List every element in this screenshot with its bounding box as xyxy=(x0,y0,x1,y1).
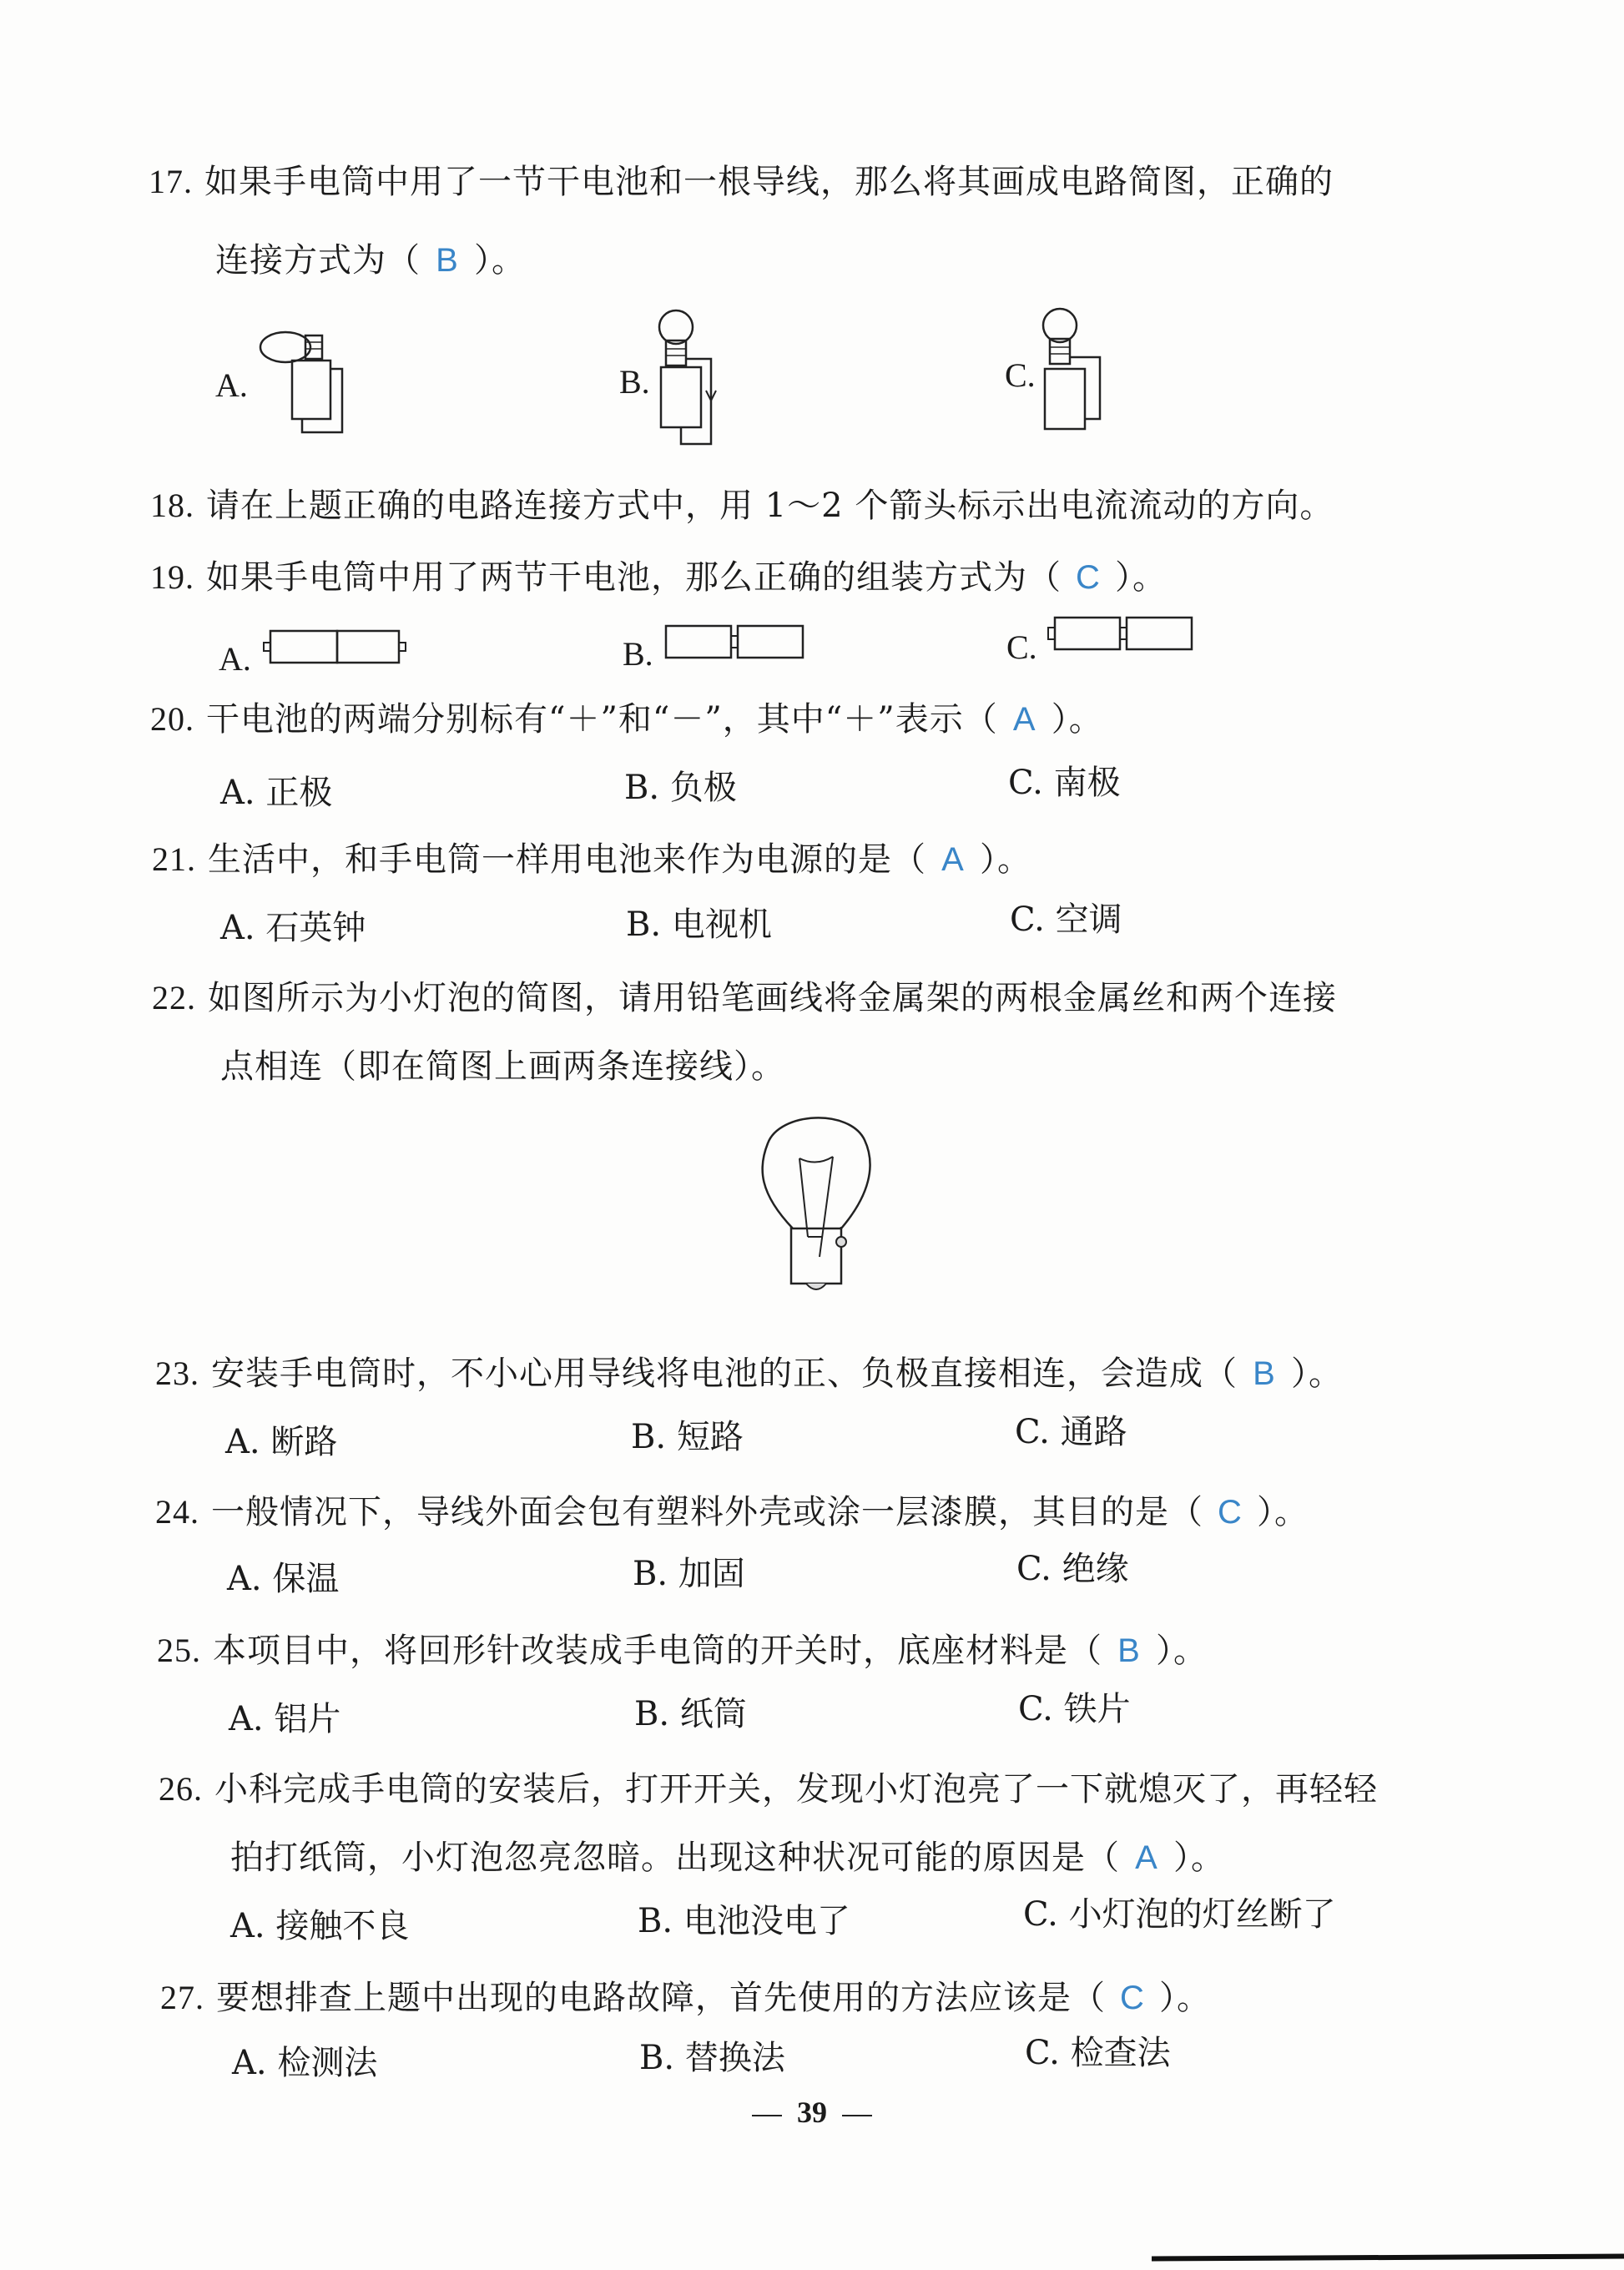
q24-option-b: B. 加固 xyxy=(633,1555,745,1593)
question-text: 如果手电筒中用了一节干电池和一根导线，那么将其画成电路简图，正确的 xyxy=(204,163,1334,201)
answer-text: B xyxy=(1253,1355,1276,1392)
q21-option-c: C. 空调 xyxy=(1010,900,1122,939)
battery-arrangement-b xyxy=(663,621,813,663)
q23-option-b: B. 短路 xyxy=(631,1418,744,1456)
q24-option-a: A. 保温 xyxy=(227,1560,340,1598)
q27: 27. 要想排查上题中出现的电路故障，首先使用的方法应该是（ C ）。 xyxy=(160,1979,1211,2017)
question-number: 17. xyxy=(149,163,193,200)
q18: 18. 请在上题正确的电路连接方式中，用 1～2 个箭头标示出电流流动的方向。 xyxy=(150,487,1334,525)
q22-line2: 点相连（即在简图上画两条连接线）。 xyxy=(220,1047,785,1086)
q17-option-b: B. xyxy=(619,363,650,401)
battery-arrangement-a xyxy=(259,626,409,668)
q21-option-b: B. 电视机 xyxy=(626,905,772,944)
q23-option-a: A. 断路 xyxy=(225,1423,338,1461)
answer-text: C xyxy=(1076,559,1101,596)
question-text: 请在上题正确的电路连接方式中，用 1～2 个箭头标示出电流流动的方向。 xyxy=(206,487,1334,525)
q27-option-a: A. 检测法 xyxy=(232,2044,378,2082)
answer-text: A xyxy=(1135,1839,1158,1876)
q26-line2: 拍打纸筒，小灯泡忽亮忽暗。出现这种状况可能的原因是（ A ）。 xyxy=(230,1839,1225,1877)
question-text: 连接方式为（ xyxy=(215,241,421,280)
q25-option-c: C. 铁片 xyxy=(1018,1690,1131,1728)
q27-option-c: C. 检查法 xyxy=(1025,2034,1171,2072)
circuit-diagram-c xyxy=(1035,305,1118,439)
q20-option-a: A. 正极 xyxy=(220,774,333,812)
dash-left xyxy=(752,2115,782,2116)
q23: 23. 安装手电筒时，不小心用导线将电池的正、负极直接相连，会造成（ B ）。 xyxy=(155,1354,1343,1393)
q25-option-a: A. 铝片 xyxy=(229,1700,341,1738)
q23-option-c: C. 通路 xyxy=(1015,1413,1127,1451)
q26-option-c: C. 小灯泡的灯丝断了 xyxy=(1023,1895,1336,1934)
q17-line1 xyxy=(149,165,1334,199)
q24: 24. 一般情况下，导线外面会包有塑料外壳或涂一层漆膜，其目的是（ C ）。 xyxy=(155,1493,1309,1531)
q20-option-c: C. 南极 xyxy=(1008,764,1121,802)
q17-line2 xyxy=(215,241,526,280)
page-number: 39 xyxy=(0,2095,1624,2130)
dash-right xyxy=(842,2115,872,2116)
q24-option-c: C. 绝缘 xyxy=(1016,1550,1129,1588)
q19-option-b: B. xyxy=(623,635,653,673)
answer-text: B xyxy=(1117,1632,1141,1669)
answer-text: C xyxy=(1120,1980,1145,2016)
light-bulb-diagram xyxy=(751,1102,885,1310)
scan-edge-line xyxy=(1152,2254,1624,2262)
answer-text: C xyxy=(1218,1494,1243,1531)
q25: 25. 本项目中，将回形针改装成手电筒的开关时，底座材料是（ B ）。 xyxy=(157,1632,1208,1670)
q25-option-b: B. 纸筒 xyxy=(634,1695,747,1733)
q21-option-a: A. 石英钟 xyxy=(220,909,366,947)
circuit-diagram-a xyxy=(250,325,351,442)
q19-option-a: A. xyxy=(219,640,251,678)
q27-option-b: B. 替换法 xyxy=(639,2039,785,2077)
q26-line1: 26. 小科完成手电筒的安装后，打开开关，发现小灯泡亮了一下就熄灭了，再轻轻 xyxy=(159,1770,1378,1808)
q20-option-b: B. 负极 xyxy=(624,769,737,807)
answer-text: A xyxy=(1012,701,1036,738)
q21: 21. 生活中，和手电筒一样用电池来作为电源的是（ A ）。 xyxy=(152,840,1031,879)
q17-option-c: C. xyxy=(1005,356,1036,394)
answer-text: B xyxy=(436,242,459,279)
question-text: ）。 xyxy=(474,241,526,280)
q17-option-a: A. xyxy=(215,366,248,404)
battery-arrangement-c xyxy=(1047,613,1197,654)
q26-option-b: B. 电池没电了 xyxy=(638,1902,850,1940)
q19: 19. 如果手电筒中用了两节干电池，那么正确的组装方式为（ C ）。 xyxy=(150,558,1167,597)
q22-line1: 22. 如图所示为小灯泡的简图，请用铅笔画线将金属架的两根金属丝和两个连接 xyxy=(152,979,1337,1017)
answer-text: A xyxy=(941,841,965,878)
q19-option-c: C. xyxy=(1006,628,1037,666)
circuit-diagram-b xyxy=(651,307,734,449)
q26-option-a: A. 接触不良 xyxy=(230,1907,410,1945)
q20: 20. 干电池的两端分别标有“＋”和“－”，其中“＋”表示（ A ）。 xyxy=(150,700,1103,739)
